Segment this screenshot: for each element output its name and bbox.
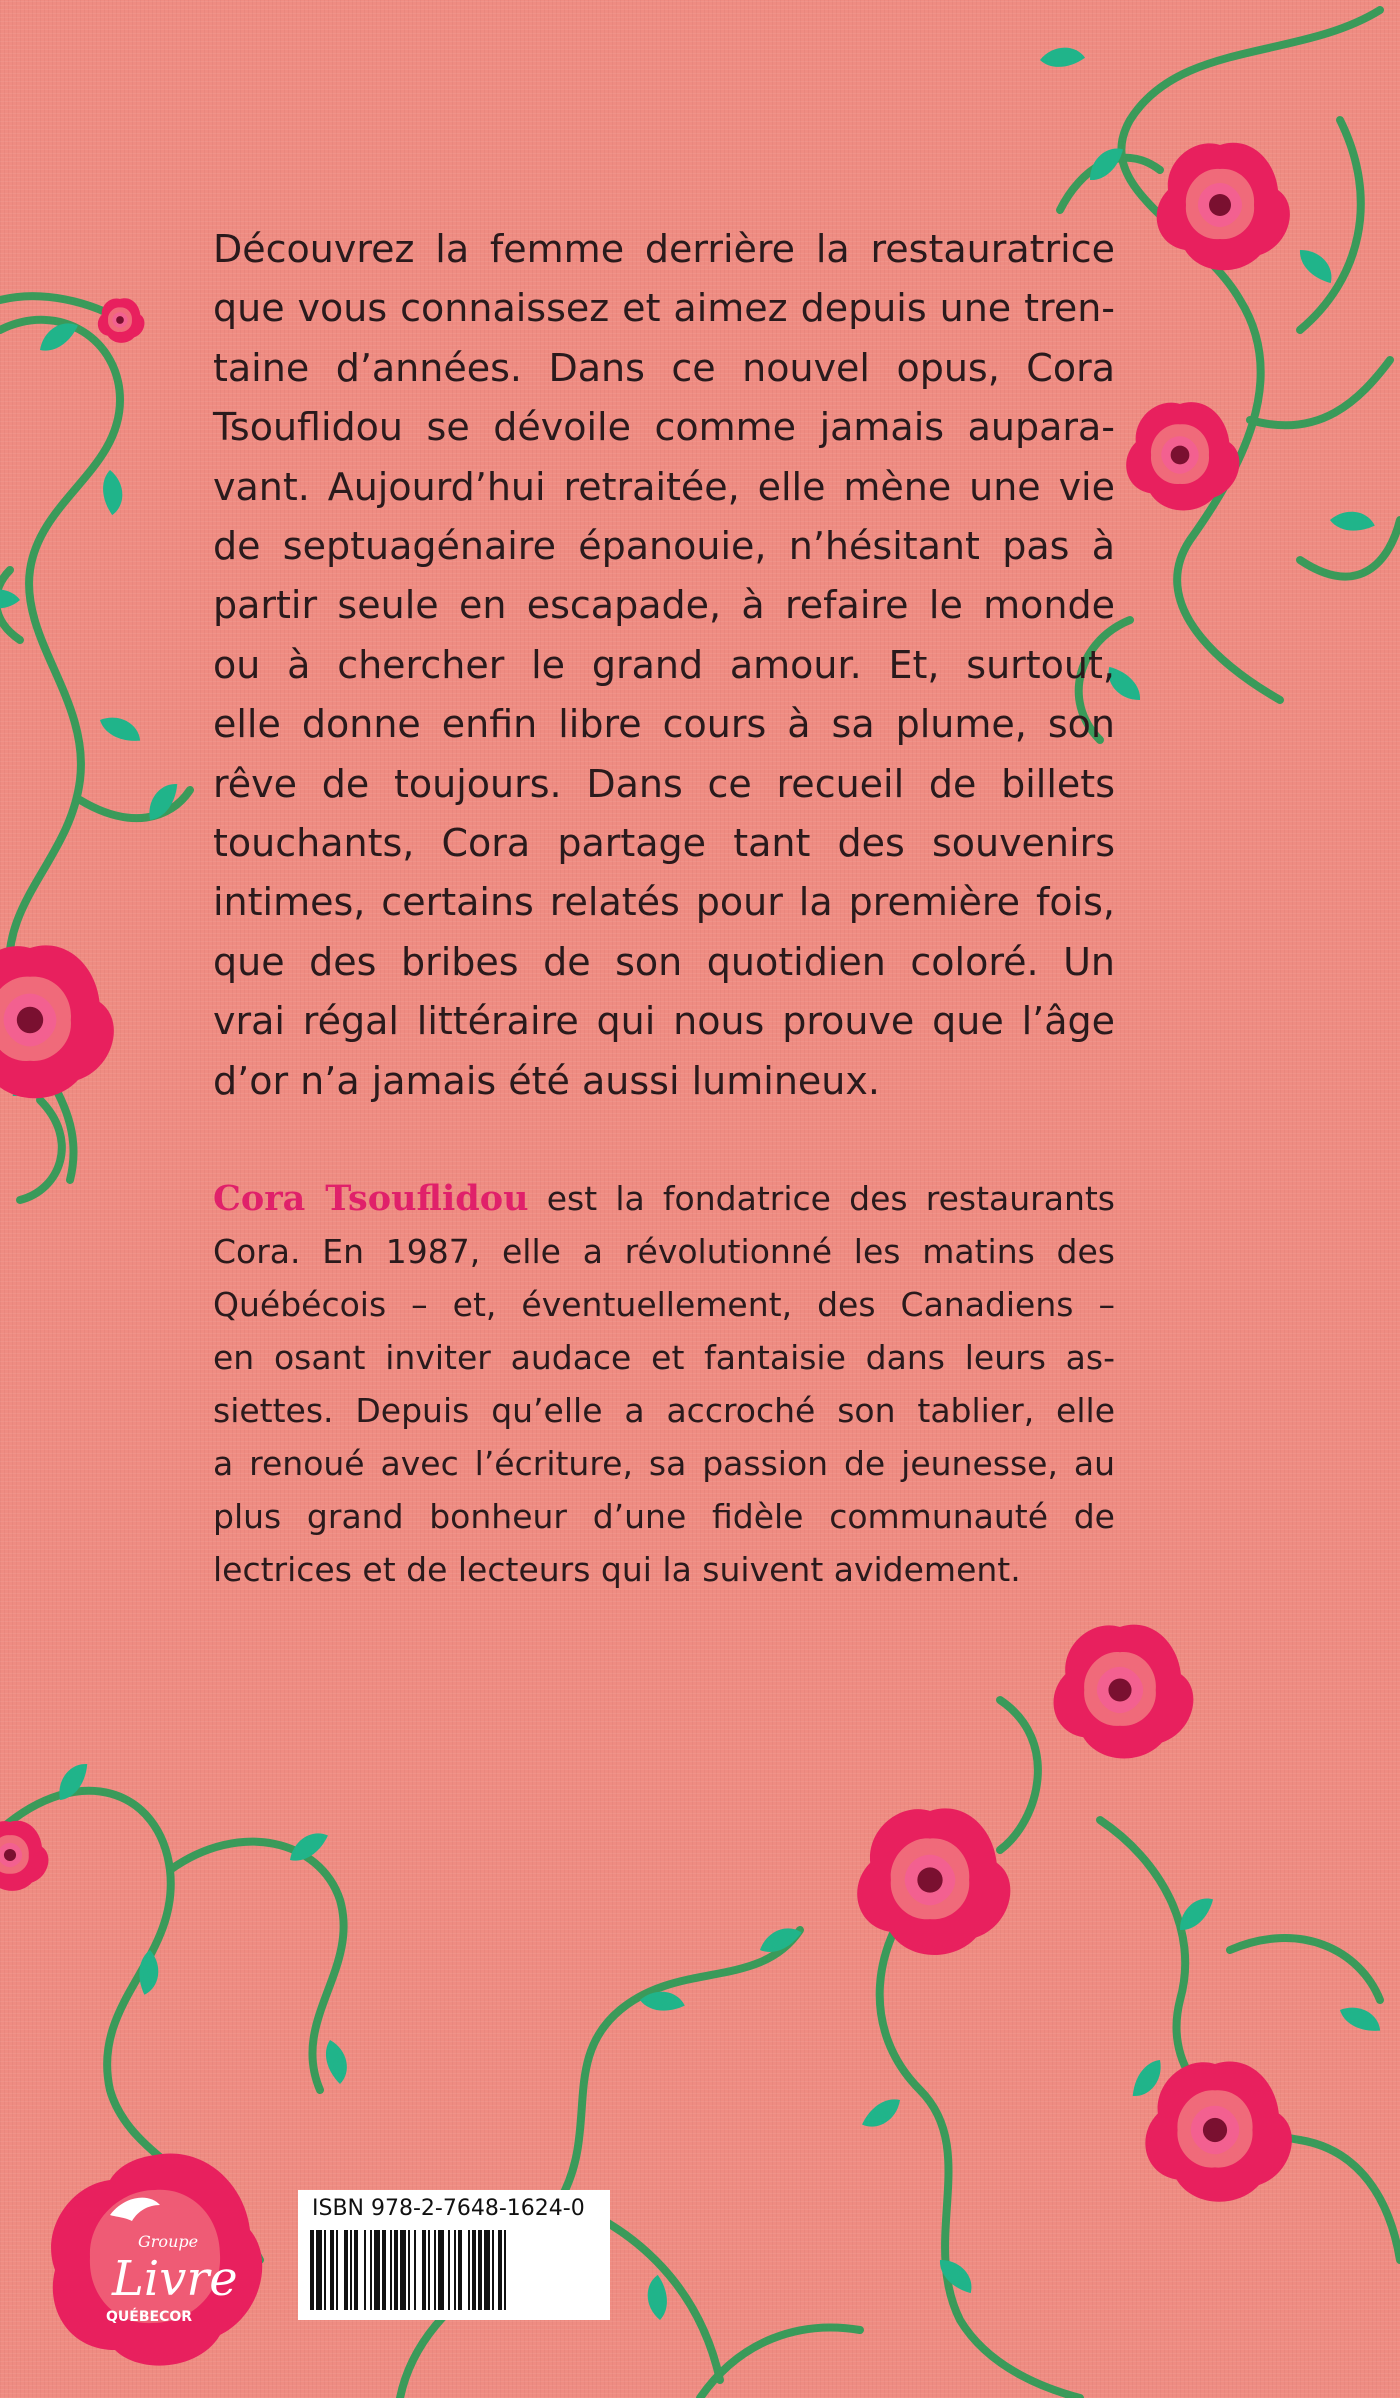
barcode-bar	[468, 2230, 470, 2310]
logo-quebecor: QUÉBECOR	[106, 2309, 193, 2325]
bio-first-line-rest: est la fondatrice des restaurants	[528, 1179, 1116, 1218]
barcode-bar	[390, 2230, 392, 2310]
blurb-line: d’or n’a jamais été aussi lumineux.	[213, 1058, 880, 1103]
bio-line: en osant inviter audace et fantaisie dans leurs as-	[213, 1338, 1115, 1377]
barcode-bar	[414, 2230, 416, 2310]
barcode-bar	[330, 2230, 334, 2310]
isbn-label: ISBN 978-2-7648-1624-0	[312, 2196, 585, 2221]
barcode-bars	[310, 2230, 598, 2310]
barcode-bar	[400, 2230, 406, 2310]
blurb-line: vrai régal littéraire qui nous prouve que l’âge	[213, 999, 1115, 1044]
barcode-bar	[478, 2230, 482, 2310]
author-bio	[213, 1172, 1115, 1596]
barcode-bar	[472, 2230, 476, 2310]
blurb-line: de septuagénaire épanouie, n’hésitant pas à	[213, 524, 1115, 569]
bio-line: a renoué avec l’écriture, sa passion de jeunesse, au	[213, 1444, 1115, 1483]
barcode-bar	[316, 2230, 322, 2310]
blurb-line: intimes, certains relatés pour la première fois,	[213, 880, 1115, 925]
barcode-bar	[382, 2230, 386, 2310]
bio-line: lectrices et de lecteurs qui la suivent avidement.	[213, 1550, 1021, 1589]
barcode-bar	[454, 2230, 456, 2310]
barcode-bar	[458, 2230, 462, 2310]
barcode-bar	[504, 2230, 506, 2310]
barcode-bar	[354, 2230, 358, 2310]
bio-line: siettes. Depuis qu’elle a accroché son tablier, elle	[213, 1391, 1115, 1430]
logo-livre: Livre	[112, 2251, 238, 2307]
barcode-bar	[370, 2230, 372, 2310]
blurb-line: taine d’années. Dans ce nouvel opus, Cora	[213, 345, 1115, 390]
back-cover-blurb	[213, 220, 1115, 1111]
blurb-line: partir seule en escapade, à refaire le monde	[213, 583, 1115, 628]
blurb-line: touchants, Cora partage tant des souvenirs	[213, 821, 1115, 866]
barcode-bar	[344, 2230, 348, 2310]
blurb-line: Tsouflidou se dévoile comme jamais aupara-	[213, 405, 1115, 450]
blurb-line: vant. Aujourd’hui retraitée, elle mène une vie	[213, 464, 1115, 509]
barcode-bar	[448, 2230, 450, 2310]
barcode-bar	[492, 2230, 494, 2310]
blurb-line: ou à chercher le grand amour. Et, surtout,	[213, 642, 1115, 687]
blurb-line: que des bribes de son quotidien coloré. Un	[213, 939, 1115, 984]
bio-line: plus grand bonheur d’une fidèle communauté de	[213, 1497, 1115, 1536]
blurb-line: rêve de toujours. Dans ce recueil de billets	[213, 761, 1115, 806]
barcode-bar	[350, 2230, 352, 2310]
logo-groupe: Groupe	[138, 2232, 199, 2251]
barcode-bar	[364, 2230, 366, 2310]
barcode-bar	[484, 2230, 490, 2310]
publisher-logo	[40, 2145, 270, 2375]
blurb-line: Découvrez la femme derrière la restauratrice	[213, 227, 1115, 271]
barcode-bar	[438, 2230, 444, 2310]
barcode	[298, 2190, 610, 2320]
barcode-bar	[394, 2230, 398, 2310]
bio-line: Québécois – et, éventuellement, des Canadiens –	[213, 1285, 1115, 1324]
blurb-line: que vous connaissez et aimez depuis une tren-	[213, 286, 1115, 331]
barcode-bar	[374, 2230, 380, 2310]
barcode-bar	[408, 2230, 410, 2310]
bio-first-line	[213, 1172, 1115, 1225]
blurb-line: elle donne enfin libre cours à sa plume, son	[213, 702, 1115, 747]
barcode-bar	[422, 2230, 426, 2310]
barcode-bar	[428, 2230, 430, 2310]
barcode-bar	[498, 2230, 502, 2310]
barcode-bar	[310, 2230, 314, 2310]
bio-line: Cora. En 1987, elle a révolutionné les matins des	[213, 1232, 1115, 1271]
author-name: Cora Tsouflidou	[213, 1178, 529, 1219]
barcode-bar	[336, 2230, 338, 2310]
barcode-bar	[434, 2230, 436, 2310]
barcode-bar	[324, 2230, 326, 2310]
